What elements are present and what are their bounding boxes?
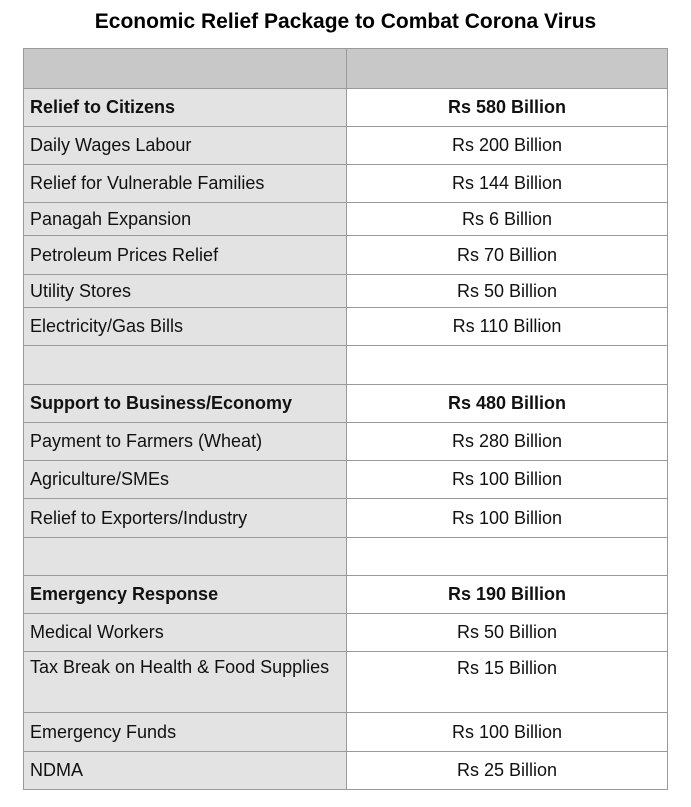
table-row — [24, 499, 668, 538]
table-row — [24, 461, 668, 499]
row-value: Rs 100 Billion — [347, 461, 668, 499]
table-row — [24, 752, 668, 790]
row-value: Rs 480 Billion — [347, 385, 668, 423]
table-row — [24, 423, 668, 461]
table-row — [24, 713, 668, 752]
row-label: Relief to Citizens — [24, 89, 347, 127]
row-label: Medical Workers — [24, 614, 347, 652]
row-label: Agriculture/SMEs — [24, 461, 347, 499]
empty-cell — [24, 346, 347, 385]
table-row — [24, 308, 668, 346]
row-value: Rs 144 Billion — [347, 165, 668, 203]
table-row — [24, 275, 668, 308]
table-row — [24, 614, 668, 652]
row-value: Rs 70 Billion — [347, 236, 668, 275]
relief-package-table — [23, 48, 668, 790]
row-label: Emergency Funds — [24, 713, 347, 752]
table-row — [24, 127, 668, 165]
table-row — [24, 165, 668, 203]
row-label: Utility Stores — [24, 275, 347, 308]
section-row-business — [24, 385, 668, 423]
row-value: Rs 280 Billion — [347, 423, 668, 461]
row-value: Rs 6 Billion — [347, 203, 668, 236]
section-row-citizens — [24, 89, 668, 127]
row-label: Electricity/Gas Bills — [24, 308, 347, 346]
empty-cell — [24, 538, 347, 576]
spacer-row — [24, 346, 668, 385]
empty-cell — [347, 346, 668, 385]
table-row — [24, 652, 668, 713]
row-label: Panagah Expansion — [24, 203, 347, 236]
row-value: Rs 50 Billion — [347, 614, 668, 652]
row-label: Relief for Vulnerable Families — [24, 165, 347, 203]
row-value: Rs 190 Billion — [347, 576, 668, 614]
row-value: Rs 100 Billion — [347, 713, 668, 752]
row-value: Rs 580 Billion — [347, 89, 668, 127]
row-label: Petroleum Prices Relief — [24, 236, 347, 275]
spacer-row — [24, 538, 668, 576]
row-label: Relief to Exporters/Industry — [24, 499, 347, 538]
row-label: Emergency Response — [24, 576, 347, 614]
row-label: NDMA — [24, 752, 347, 790]
row-value: Rs 110 Billion — [347, 308, 668, 346]
row-label: Daily Wages Labour — [24, 127, 347, 165]
row-value: Rs 25 Billion — [347, 752, 668, 790]
table-header-row — [24, 49, 668, 89]
header-cell-amount — [347, 49, 668, 89]
row-label: Payment to Farmers (Wheat) — [24, 423, 347, 461]
header-cell-category — [24, 49, 347, 89]
page-title: Economic Relief Package to Combat Corona Virus — [94, 10, 597, 33]
row-value: Rs 50 Billion — [347, 275, 668, 308]
row-value: Rs 15 Billion — [347, 652, 668, 713]
row-label: Tax Break on Health & Food Supplies — [24, 652, 347, 713]
row-value: Rs 200 Billion — [347, 127, 668, 165]
row-label: Support to Business/Economy — [24, 385, 347, 423]
empty-cell — [347, 538, 668, 576]
section-row-emergency — [24, 576, 668, 614]
table-row — [24, 203, 668, 236]
table-row — [24, 236, 668, 275]
row-value: Rs 100 Billion — [347, 499, 668, 538]
